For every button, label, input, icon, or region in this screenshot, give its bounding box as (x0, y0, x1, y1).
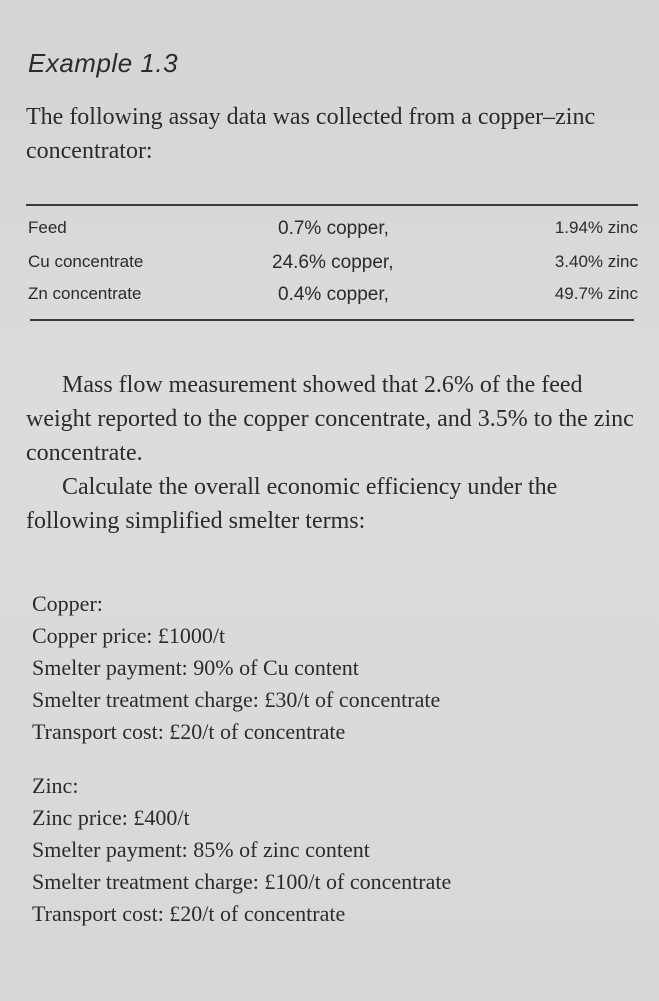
zinc-treatment-charge: Smelter treatment charge: £100/t of concentrate (32, 869, 452, 894)
stream-label: Cu concentrate (28, 252, 144, 271)
problem-statement (26, 368, 636, 538)
stream-label: Feed (28, 218, 67, 237)
copper-terms-heading: Copper: (32, 591, 103, 616)
assay-row-feed (28, 218, 638, 248)
copper-price: Copper price: £1000/t (32, 623, 226, 648)
copper-assay: 24.6% copper, (272, 252, 394, 273)
mass-flow-paragraph: Mass flow measurement showed that 2.6% of the feed weight reported to the copper concentrate, and 3.5% to the zinc concentrate. (26, 372, 634, 466)
intro-text: The following assay data was collected from a copper–zinc concentrator: (26, 104, 596, 164)
copper-transport-cost: Transport cost: £20/t of concentrate (32, 719, 346, 744)
assay-row-cu-concentrate (28, 252, 638, 282)
copper-assay: 0.7% copper, (278, 218, 389, 239)
table-top-rule (26, 204, 638, 206)
zinc-assay: 1.94% zinc (554, 218, 638, 237)
zinc-smelter-payment: Smelter payment: 85% of zinc content (32, 837, 370, 862)
zinc-assay: 49.7% zinc (554, 284, 638, 303)
zinc-price: Zinc price: £400/t (32, 805, 190, 830)
zinc-terms-heading: Zinc: (32, 773, 79, 798)
zinc-transport-cost: Transport cost: £20/t of concentrate (32, 901, 346, 926)
copper-treatment-charge: Smelter treatment charge: £30/t of concentrate (32, 687, 441, 712)
question-paragraph: Calculate the overall economic efficiency under the following simplified smelter terms: (26, 474, 558, 534)
example-heading: Example 1.3 (28, 48, 179, 78)
stream-label: Zn concentrate (28, 284, 142, 303)
assay-row-zn-concentrate (28, 284, 638, 314)
copper-terms (32, 588, 632, 748)
copper-smelter-payment: Smelter payment: 90% of Cu content (32, 655, 359, 680)
table-bottom-rule (30, 319, 634, 321)
copper-assay: 0.4% copper, (278, 284, 389, 305)
zinc-assay: 3.40% zinc (554, 252, 638, 271)
zinc-terms (32, 770, 632, 930)
